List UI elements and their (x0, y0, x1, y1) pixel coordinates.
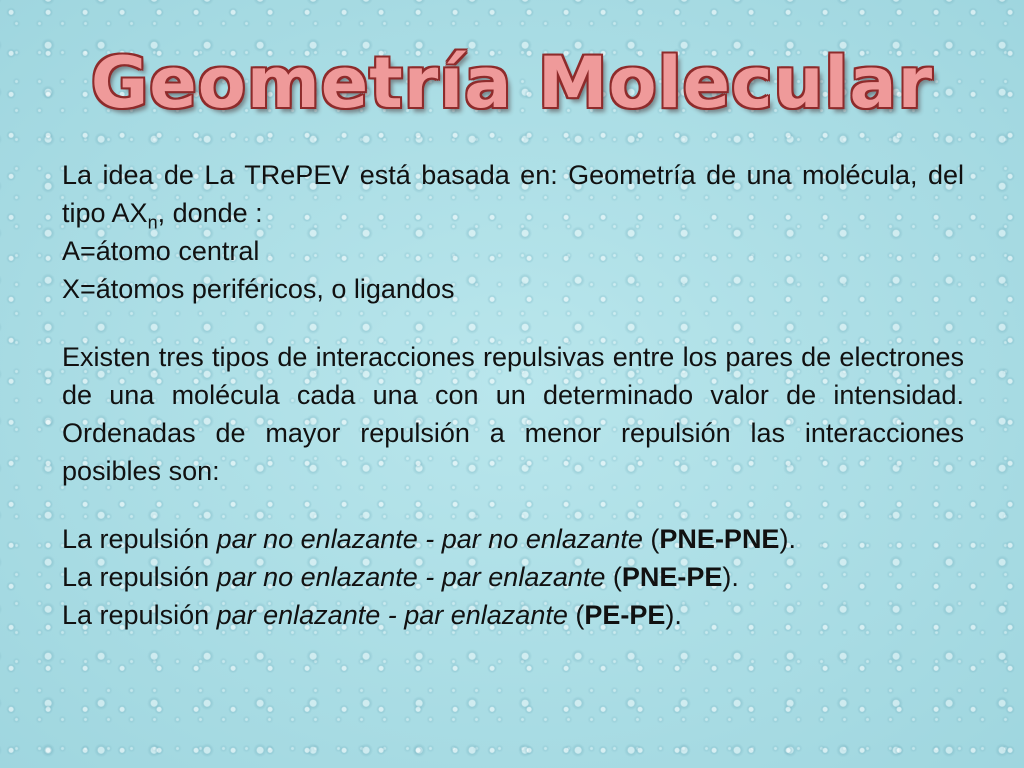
intro-paragraph (62, 156, 964, 232)
definition-central-atom: A=átomo central (62, 236, 260, 266)
repulsion-abbrev: PNE-PNE (659, 524, 780, 554)
repulsion-type: par no enlazante - par no enlazante (216, 524, 643, 554)
repulsion-abbrev: PNE-PE (621, 562, 723, 592)
interactions-paragraph: Existen tres tipos de interacciones repulsivas entre los pares de electrones de una molécula cada una con un determinado valor de intensidad. Ordenadas de mayor repulsión a menor repulsión las interacciones posibles son: (62, 342, 964, 486)
repulsion-type: par enlazante - par enlazante (216, 600, 568, 630)
spacer (62, 308, 964, 338)
repulsion-abbrev: PE-PE (584, 600, 666, 630)
repulsion-line-pe-pe: La repulsión par enlazante - par enlazante (PE-PE). (62, 600, 682, 630)
repulsion-type: par no enlazante - par enlazante (216, 562, 606, 592)
slide-body (62, 156, 964, 634)
repulsion-line-pne-pe: La repulsión par no enlazante - par enlazante (PNE-PE). (62, 562, 739, 592)
definition-peripheral-atoms: X=átomos periféricos, o ligandos (62, 274, 455, 304)
spacer (62, 490, 964, 520)
slide-title: Geometría Molecular (90, 42, 934, 124)
intro-text: La idea de La TRePEV está basada en: Geometría de una molécula, del tipo AX (62, 160, 964, 228)
intro-subscript: n (147, 212, 158, 233)
intro-text-end: , donde : (157, 198, 263, 228)
repulsion-line-pne-pne: La repulsión par no enlazante - par no enlazante (PNE-PNE). (62, 524, 796, 554)
